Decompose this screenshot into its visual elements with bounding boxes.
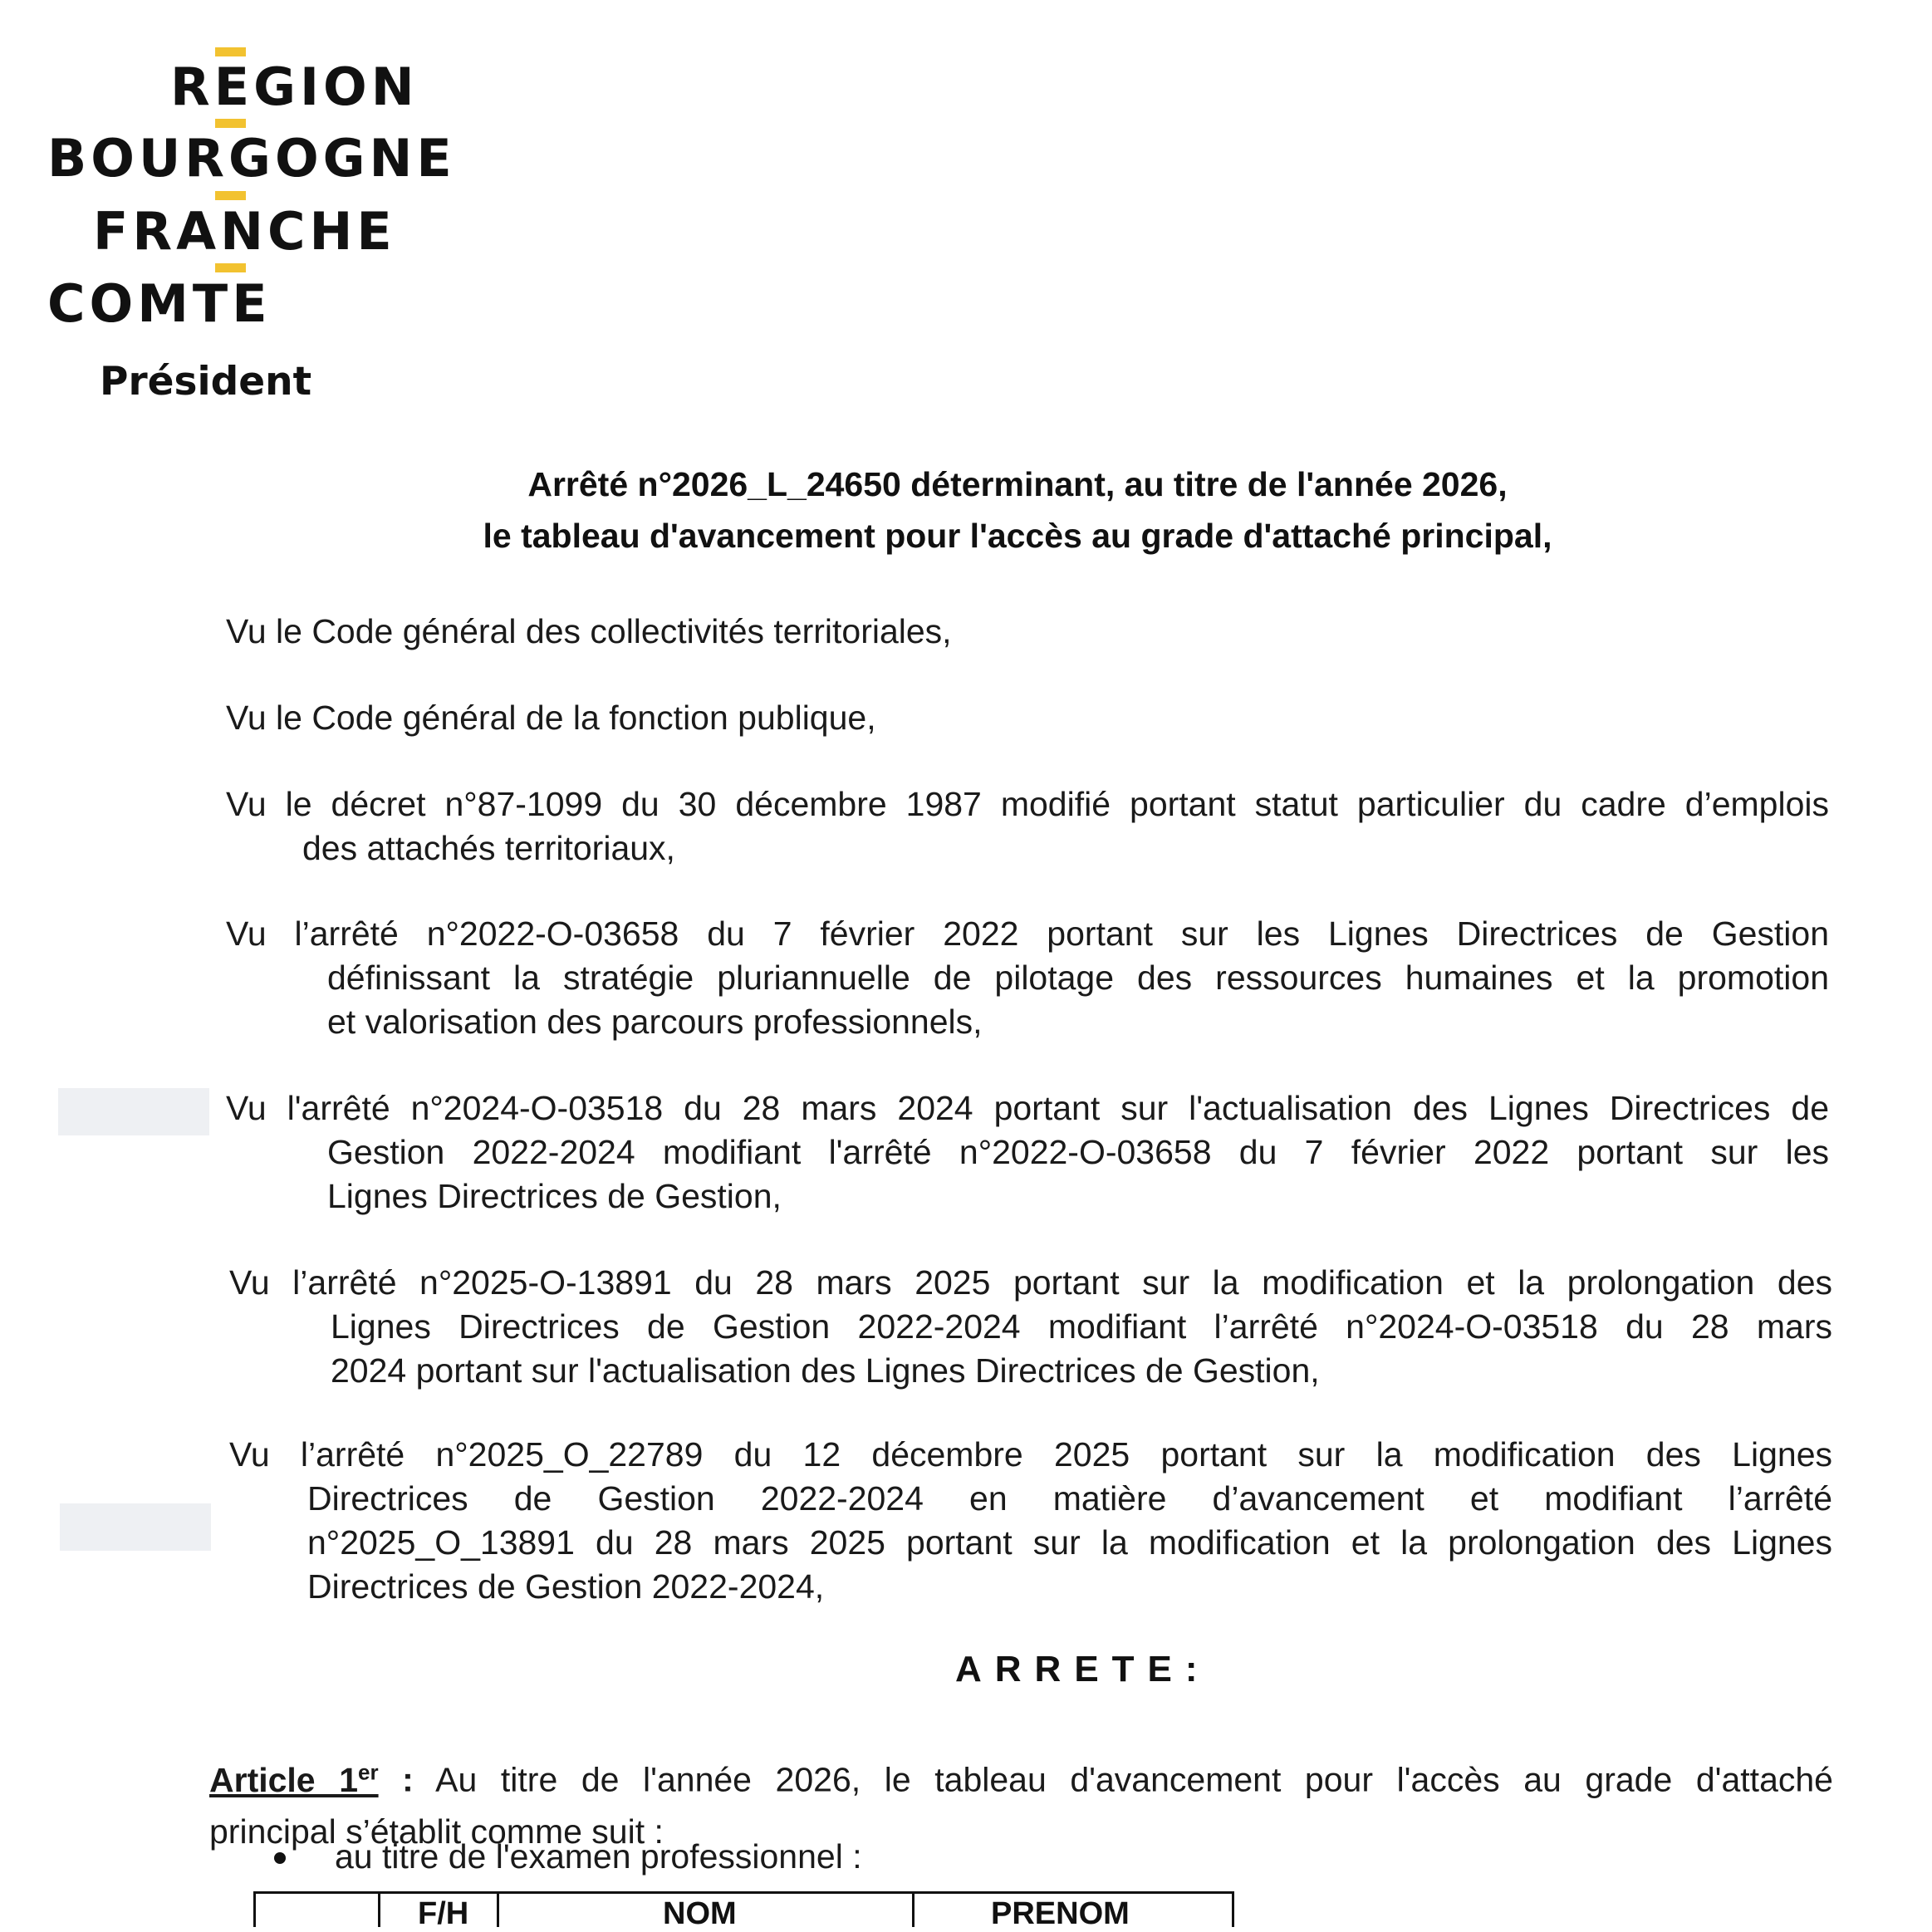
region-logo (0, 0, 498, 415)
visa-line: Gestion 2022-2024 modifiant l'arrêté n°2022-O-03658 du 7 février 2022 portant sur les (327, 1133, 1829, 1171)
visa-line: Lignes Directrices de Gestion 2022-2024 modifiant l’arrêté n°2024-O-03518 du 28 mars (331, 1307, 1832, 1346)
visa-line: n°2025_O_13891 du 28 mars 2025 portant sur la modification et la prolongation des Lignes (307, 1523, 1832, 1562)
scan-smudge (58, 1088, 209, 1135)
visa-paragraph (229, 1433, 1832, 1609)
visa-line: Vu l’arrêté n°2022-O-03658 du 7 février 2022 portant sur les Lignes Directrices de Gestion (226, 915, 1829, 953)
logo-accent-bar (215, 47, 246, 56)
visa-paragraph (226, 696, 1829, 740)
table-header-prenom: PRENOM (991, 1896, 1130, 1931)
visa-line: Vu le Code général de la fonction publique, (226, 699, 876, 737)
visa-line: Directrices de Gestion 2022-2024, (307, 1567, 825, 1606)
visa-line: Vu l’arrêté n°2025_O_22789 du 12 décembre 2025 portant sur la modification des Lignes (229, 1435, 1832, 1474)
visa-line: 2024 portant sur l'actualisation des Lignes Directrices de Gestion, (331, 1351, 1320, 1390)
document-title-line2: le tableau d'avancement pour l'accès au grade d'attaché principal, (483, 517, 1552, 555)
table-column-divider (497, 1894, 499, 1927)
visa-paragraph (226, 912, 1829, 1044)
logo-accent-bar (215, 191, 246, 200)
advancement-table (253, 1891, 1234, 1931)
visa-line: Vu l'arrêté n°2024-O-03518 du 28 mars 2024 portant sur l'actualisation des Lignes Directrices de (226, 1089, 1829, 1127)
article-1-label: Article 1er : (209, 1759, 414, 1799)
table-column-divider (912, 1894, 915, 1927)
visa-paragraph (229, 1261, 1832, 1393)
visa-line: Lignes Directrices de Gestion, (327, 1177, 782, 1215)
article-1-line2: principal s’établit comme suit : (209, 1812, 664, 1851)
logo-accent-bar (215, 119, 246, 128)
visa-line: Vu le décret n°87-1099 du 30 décembre 1987 modifié portant statut particulier du cadre d’emplois (226, 785, 1829, 823)
bullet-exam-professionnel: au titre de l'examen professionnel : (335, 1837, 862, 1876)
visa-line: des attachés territoriaux, (302, 829, 675, 867)
visa-line: Vu le Code général des collectivités territoriales, (226, 612, 952, 650)
visa-paragraph (226, 782, 1829, 870)
president-label: Président (100, 359, 312, 405)
bullet-icon (274, 1852, 286, 1864)
scan-smudge (60, 1503, 211, 1551)
logo-accent-bar (215, 263, 246, 272)
table-column-divider (378, 1894, 380, 1927)
article-1-line1: Article 1er : Au titre de l'année 2026, le tableau d'avancement pour l'accès au grade d'attaché (209, 1759, 1833, 1799)
visa-paragraph (226, 610, 1829, 654)
arrete-heading: ARRETE: (955, 1649, 1211, 1689)
logo-line-franche: FRANCHE (93, 201, 396, 262)
logo-line-bourgogne: BOURGOGNE (47, 128, 456, 189)
visa-line: Directrices de Gestion 2022-2024 en matière d’avancement et modifiant l’arrêté (307, 1479, 1832, 1518)
table-header-fh: F/H (418, 1896, 469, 1931)
visa-line: définissant la stratégie pluriannuelle de pilotage des ressources humaines et la promotion (327, 959, 1829, 997)
visa-line: et valorisation des parcours professionnels, (327, 1003, 983, 1041)
document-title-line1: Arrêté n°2026_L_24650 déterminant, au titre de l'année 2026, (527, 465, 1508, 503)
visa-line: Vu l’arrêté n°2025-O-13891 du 28 mars 2025 portant sur la modification et la prolongation des (229, 1263, 1832, 1302)
visa-paragraph (226, 1086, 1829, 1219)
logo-line-region: REGION (170, 56, 419, 117)
table-header-nom: NOM (663, 1896, 737, 1931)
logo-line-comte: COMTE (47, 273, 272, 334)
